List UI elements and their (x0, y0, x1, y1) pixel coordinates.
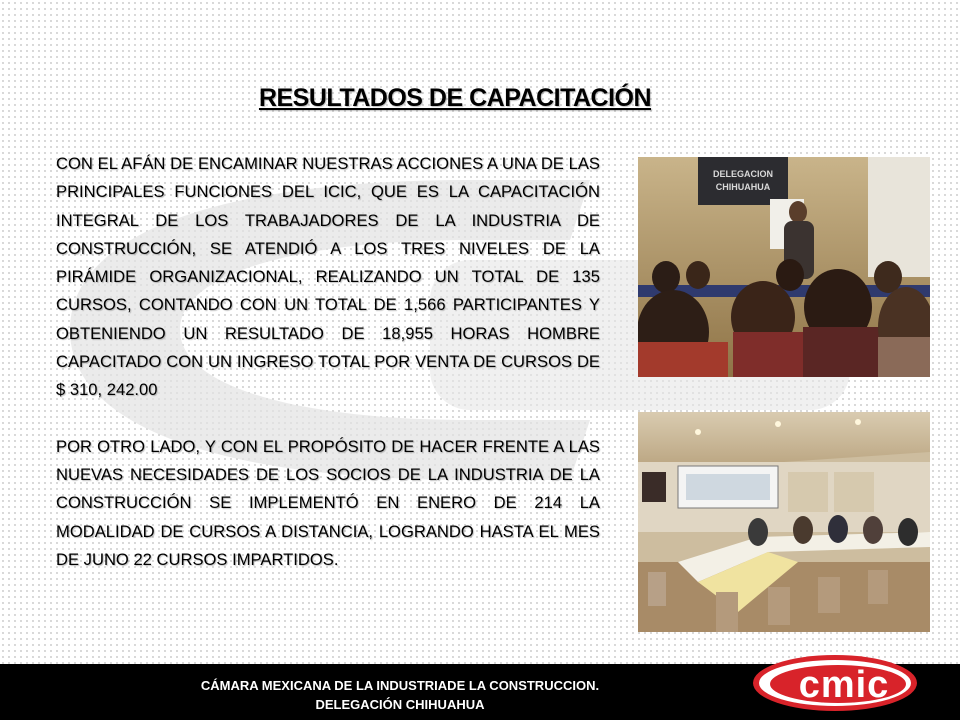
footer-line-2: DELEGACIÓN CHIHUAHUA (315, 697, 485, 712)
svg-text:CHIHUAHUA: CHIHUAHUA (715, 182, 771, 192)
body-text (56, 150, 600, 574)
paragraph-1: CON EL AFÁN DE ENCAMINAR NUESTRAS ACCIONES A UNA DE LAS PRINCIPALES FUNCIONES DEL ICIC, QUE ES LA CAPACITACIÓN INTEGRAL DE LOS TRABAJADORES DE LA INDUSTRIA DE CONSTRUCCIÓN, SE ATENDIÓ A LOS TRES NIVELES DE LA PIRÁMIDE ORGANIZACIONAL, REALIZANDO UN TOTAL DE 135 CURSOS, CONTANDO CON UN TOTAL DE 1,566 PARTICIPANTES Y OBTENIENDO UN RESULTADO DE 18,955 HORAS HOMBRE CAPACITADO CON UN INGRESO TOTAL POR VENTA DE CURSOS DE $ 310, 242.00 (56, 154, 600, 400)
footer-line-1: CÁMARA MEXICANA DE LA INDUSTRIADE LA CONSTRUCCION. (200, 678, 600, 693)
svg-text:DELEGACION: DELEGACION (712, 169, 774, 179)
paragraph-2: POR OTRO LADO, Y CON EL PROPÓSITO DE HACER FRENTE A LAS NUEVAS NECESIDADES DE LOS SOCIOS DE LA INDUSTRIA DE LA CONSTRUCCIÓN SE IMPLEMENTÓ EN ENERO DE 214 LA MODALIDAD DE CURSOS A DISTANCIA, LOGRANDO HASTA EL MES DE JUNO 22 CURSOS IMPARTIDOS. (56, 436, 600, 569)
conference-room-photo (638, 412, 930, 632)
page-title: RESULTADOS DE CAPACITACIÓN (258, 84, 652, 112)
training-session-photo (638, 157, 930, 377)
cmic-logo-text: cmic (798, 664, 890, 706)
cmic-logo (752, 654, 918, 712)
